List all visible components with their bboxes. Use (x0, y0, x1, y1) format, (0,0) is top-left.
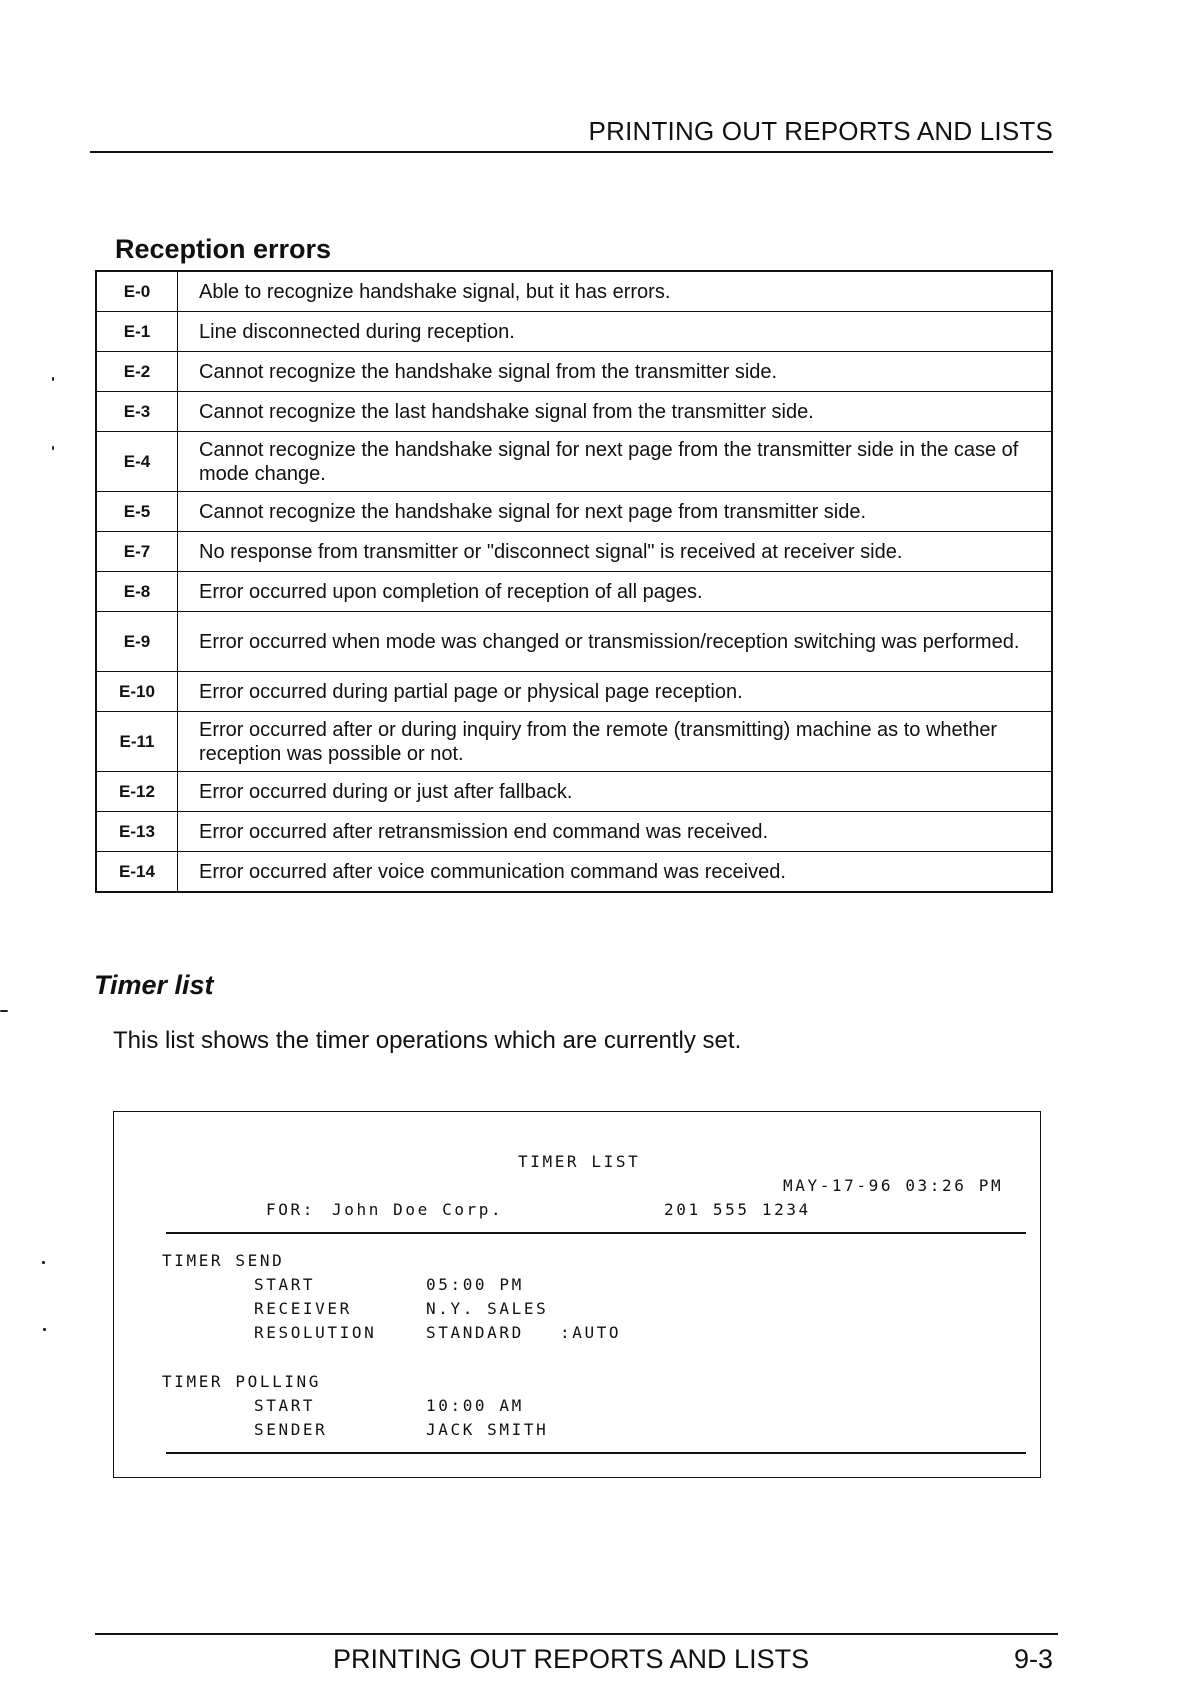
table-row (96, 712, 1052, 772)
table-row (96, 772, 1052, 812)
table-row (96, 392, 1052, 432)
timer-polling-start-label: START (254, 1396, 316, 1415)
timer-list-report (113, 1111, 1041, 1478)
timer-list-intro: This list shows the timer operations which are currently set. (113, 1027, 742, 1054)
error-description: No response from transmitter or "disconnect signal" is received at receiver side. (178, 532, 1053, 572)
table-row (96, 812, 1052, 852)
error-description: Cannot recognize the handshake signal for next page from the transmitter side in the case of mode change. (178, 432, 1053, 492)
table-row (96, 572, 1052, 612)
error-description: Error occurred upon completion of reception of all pages. (178, 572, 1053, 612)
error-description: Cannot recognize the handshake signal for next page from transmitter side. (178, 492, 1053, 532)
error-description: Error occurred when mode was changed or transmission/reception switching was performed. (178, 612, 1053, 672)
report-bottom-rule (166, 1452, 1026, 1454)
error-code: E-9 (96, 612, 178, 672)
timer-polling-sender-value: JACK SMITH (426, 1420, 549, 1439)
scan-speck (42, 1261, 45, 1264)
timer-polling-sender-label: SENDER (254, 1420, 328, 1439)
reception-errors-heading: Reception errors (115, 234, 332, 264)
timer-polling-start-value: 10:00 AM (426, 1396, 524, 1415)
report-top-rule (166, 1232, 1026, 1234)
timer-send-receiver-value: N.Y. SALES (426, 1299, 549, 1318)
error-description: Able to recognize handshake signal, but it has errors. (178, 271, 1053, 312)
table-row (96, 612, 1052, 672)
timer-list-heading: Timer list (94, 970, 214, 1000)
error-code: E-3 (96, 392, 178, 432)
error-code: E-8 (96, 572, 178, 612)
error-code: E-4 (96, 432, 178, 492)
timer-send-start-value: 05:00 PM (426, 1275, 524, 1294)
timer-send-start-label: START (254, 1275, 316, 1294)
report-title: TIMER LIST (518, 1152, 641, 1171)
error-code: E-1 (96, 312, 178, 352)
table-row (96, 532, 1052, 572)
timer-send-resolution-value: STANDARD (426, 1323, 524, 1342)
table-row (96, 432, 1052, 492)
error-description: Error occurred after or during inquiry from the remote (transmitting) machine as to whether reception was possible or not. (178, 712, 1053, 772)
footer-rule (95, 1633, 1058, 1635)
scan-speck (0, 1010, 8, 1012)
scan-speck (52, 377, 54, 381)
page-number: 9-3 (1013, 1644, 1053, 1674)
report-for-label: FOR: (266, 1200, 315, 1219)
report-datetime: MAY-17-96 03:26 PM (783, 1176, 1004, 1195)
error-code: E-2 (96, 352, 178, 392)
error-code: E-7 (96, 532, 178, 572)
table-row (96, 852, 1052, 893)
timer-send-resolution-mode: :AUTO (560, 1323, 622, 1342)
error-code: E-5 (96, 492, 178, 532)
table-row (96, 672, 1052, 712)
error-code: E-0 (96, 271, 178, 312)
header-rule (90, 151, 1053, 153)
reception-errors-table (95, 270, 1053, 893)
table-row (96, 352, 1052, 392)
error-description: Error occurred during or just after fallback. (178, 772, 1053, 812)
timer-send-resolution-label: RESOLUTION (254, 1323, 377, 1342)
table-row (96, 271, 1052, 312)
error-code: E-13 (96, 812, 178, 852)
error-code: E-10 (96, 672, 178, 712)
error-description: Cannot recognize the last handshake signal from the transmitter side. (178, 392, 1053, 432)
error-description: Error occurred during partial page or physical page reception. (178, 672, 1053, 712)
timer-polling-label: TIMER POLLING (162, 1372, 322, 1391)
page-header-title: PRINTING OUT REPORTS AND LISTS (588, 116, 1053, 146)
scan-speck (52, 446, 54, 450)
error-description: Error occurred after retransmission end command was received. (178, 812, 1053, 852)
error-code: E-14 (96, 852, 178, 893)
timer-send-receiver-label: RECEIVER (254, 1299, 352, 1318)
page-footer-title: PRINTING OUT REPORTS AND LISTS (333, 1644, 810, 1674)
report-phone: 201 555 1234 (664, 1200, 811, 1219)
timer-send-label: TIMER SEND (162, 1251, 285, 1270)
scan-speck (43, 1328, 46, 1331)
table-row (96, 492, 1052, 532)
error-description: Line disconnected during reception. (178, 312, 1053, 352)
error-code: E-11 (96, 712, 178, 772)
error-description: Cannot recognize the handshake signal from the transmitter side. (178, 352, 1053, 392)
error-code: E-12 (96, 772, 178, 812)
table-row (96, 312, 1052, 352)
error-description: Error occurred after voice communication command was received. (178, 852, 1053, 893)
report-for-value: John Doe Corp. (332, 1200, 504, 1219)
